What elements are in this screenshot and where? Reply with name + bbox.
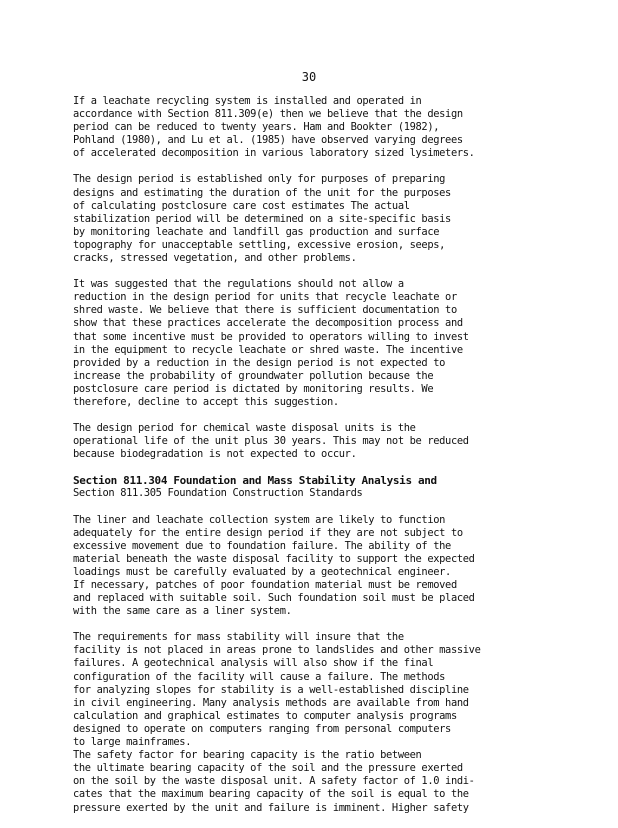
text-line: designed to operate on computers ranging from personal computers (73, 722, 451, 735)
text-line: in the equipment to recycle leachate or shred waste. The incentive (73, 343, 463, 356)
text-line: pressure exerted by the unit and failure is imminent. Higher safety (73, 801, 469, 814)
text-line: accordance with Section 811.309(e) then we believe that the design (73, 108, 463, 121)
paragraph (73, 422, 553, 461)
section-heading (73, 474, 553, 500)
text-line: cracks, stressed vegetation, and other problems. (73, 252, 357, 265)
text-line: loadings must be carefully evaluated by a geotechnical engineer. (73, 565, 451, 578)
text-line: excessive movement due to foundation failure. The ability of the (73, 539, 451, 552)
text-line: adequately for the entire design period if they are not subject to (73, 526, 463, 539)
text-line: failures. A geotechnical analysis will also show if the final (73, 657, 434, 670)
text-line: on the soil by the waste disposal unit. A safety factor of 1.0 indi- (73, 775, 475, 788)
paragraph (73, 631, 553, 749)
text-line: postclosure care period is dictated by monitoring results. We (73, 382, 434, 395)
text-line: reduction in the design period for units that recycle leachate or (73, 291, 457, 304)
text-line: The design period is established only for purposes of preparing (73, 173, 446, 186)
text-line: topography for unacceptable settling, excessive erosion, seeps, (73, 238, 446, 251)
text-line: therefore, decline to accept this suggestion. (73, 395, 339, 408)
text-line: shred waste. We believe that there is sufficient documentation to (73, 304, 457, 317)
text-line: of accelerated decomposition in various laboratory sized lysimeters. (73, 147, 475, 160)
document-body (73, 95, 553, 828)
text-line: The requirements for mass stability will insure that the (73, 631, 404, 644)
text-line: operational life of the unit plus 30 years. This may not be reduced (73, 435, 469, 448)
paragraph (73, 95, 553, 160)
text-line: calculation and graphical estimates to computer analysis programs (73, 709, 457, 722)
heading-line-2: Section 811.305 Foundation Construction Standards (73, 487, 363, 500)
text-line: The design period for chemical waste disposal units is the (73, 422, 416, 435)
text-line: show that these practices accelerate the decomposition process and (73, 317, 463, 330)
text-line: material beneath the waste disposal facility to support the expected (73, 552, 475, 565)
text-line: by monitoring leachate and landfill gas production and surface (73, 225, 440, 238)
text-line: The liner and leachate collection system are likely to function (73, 513, 446, 526)
text-line: and replaced with suitable soil. Such foundation soil must be placed (73, 592, 475, 605)
text-line: increase the probability of groundwater pollution because the (73, 369, 434, 382)
text-line: If a leachate recycling system is installed and operated in (73, 95, 422, 107)
paragraph (73, 173, 553, 265)
paragraph (73, 749, 553, 814)
paragraph (73, 278, 553, 409)
text-line: facility is not placed in areas prone to landslides and other massive (73, 644, 481, 657)
page-number: 30 (301, 70, 317, 84)
text-line: for analyzing slopes for stability is a well-established discipline (73, 683, 469, 696)
text-line: The safety factor for bearing capacity is the ratio between (73, 749, 422, 762)
text-line: Pohland (1980), and Lu et al. (1985) have observed varying degrees (73, 134, 463, 147)
text-line: period can be reduced to twenty years. Ham and Bookter (1982), (73, 121, 440, 134)
text-line: configuration of the facility will cause a failure. The methods (73, 670, 446, 683)
text-line: of calculating postclosure care cost estimates The actual (73, 199, 410, 212)
text-line: in civil engineering. Many analysis methods are available from hand (73, 696, 469, 709)
paragraph-group (73, 95, 553, 461)
text-line: stabilization period will be determined on a site-specific basis (73, 212, 451, 225)
text-line: designs and estimating the duration of the unit for the purposes (73, 186, 451, 199)
text-line: provided by a reduction in the design period is not expected to (73, 356, 446, 369)
text-line: cates that the maximum bearing capacity of the soil is equal to the (73, 788, 469, 801)
text-line: It was suggested that the regulations should not allow a (73, 278, 404, 291)
text-line: because biodegradation is not expected to occur. (73, 448, 357, 461)
paragraph (73, 514, 553, 619)
text-line: that some incentive must be provided to operators willing to invest (73, 330, 469, 343)
text-line: with the same care as a liner system. (73, 605, 292, 618)
text-line: to large mainframes. (73, 736, 192, 749)
heading-line-1: Section 811.304 Foundation and Mass Stability Analysis and (73, 474, 437, 488)
paragraph-group (73, 514, 553, 815)
text-line: the ultimate bearing capacity of the soil and the pressure exerted (73, 762, 463, 775)
text-line: If necessary, patches of poor foundation material must be removed (73, 579, 457, 591)
